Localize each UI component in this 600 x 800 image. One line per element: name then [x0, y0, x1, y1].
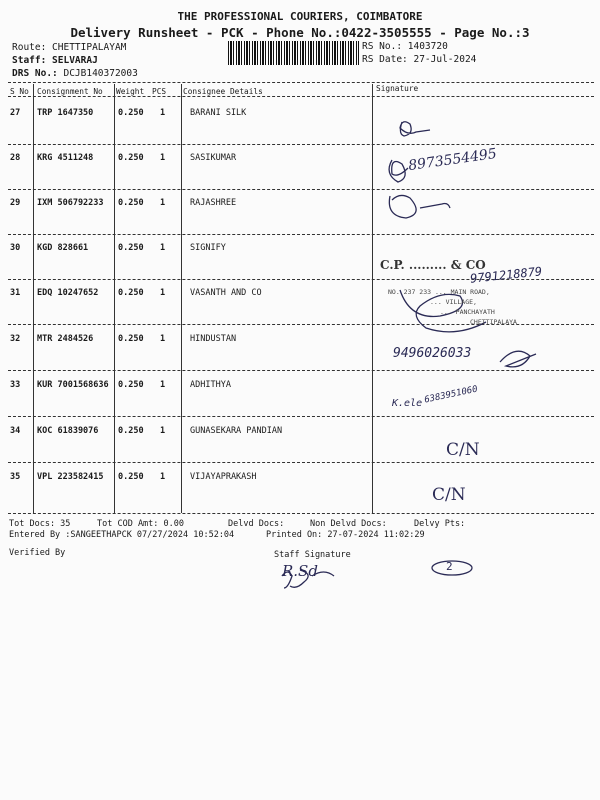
stamp-name: C.P. ......... & CO [380, 258, 486, 272]
stamp-address-2: ... VILLAGE, [430, 298, 477, 306]
signature-32 [500, 351, 536, 367]
signature-28 [389, 160, 408, 182]
cell-consignee: HINDUSTAN [190, 334, 237, 344]
rs-date: RS Date: 27-Jul-2024 [362, 54, 477, 65]
handwritten-name-33: K.ele [392, 398, 423, 409]
cell-consignment-no: KUR 7001568636 [37, 380, 109, 390]
cell-pcs: 1 [160, 380, 166, 390]
handwritten-phone-33: 6383951060 [423, 384, 479, 406]
cell-sno: 33 [10, 380, 21, 390]
cell-pcs: 1 [160, 198, 166, 208]
cell-consignment-no: KRG 4511248 [37, 153, 94, 163]
handwritten-phone-32: 9496026033 [393, 346, 472, 361]
stamp-address-4: CHETTIPALAYA [470, 318, 517, 326]
cell-sno: 34 [10, 426, 21, 436]
handwritten-cn-35: C/N [432, 485, 466, 505]
col-weight: Weight [116, 87, 145, 96]
cell-sno: 30 [10, 243, 21, 253]
cell-consignment-no: MTR 2484526 [37, 334, 94, 344]
drs-label: DRS No.: [12, 68, 64, 79]
cell-weight: 0.250 [118, 243, 144, 253]
entered-by: Entered By :SANGEETHAPCK 07/27/2024 10:52:04 [9, 530, 235, 540]
circled-number-text: 2 [446, 560, 453, 573]
runsheet-subtitle: Delivery Runsheet - PCK - Phone No.:0422-3505555 - Page No.:3 [70, 25, 530, 40]
handwritten-phone-28: 8973554495 [407, 145, 498, 175]
signature-29 [389, 195, 450, 218]
cell-consignee: SIGNIFY [190, 243, 226, 253]
col-sno: S No [10, 87, 29, 96]
printed-on: Printed On: 27-07-2024 11:02:29 [266, 530, 425, 540]
cell-pcs: 1 [160, 243, 166, 253]
col-pcs: PCS [152, 87, 167, 96]
cell-consignment-no: IXM 506792233 [37, 198, 104, 208]
cell-consignment-no: KGD 828661 [37, 243, 89, 253]
col-consignee: Consignee Details [183, 87, 263, 96]
cell-consignee: VASANTH AND CO [190, 288, 262, 298]
col-signature: Signature [376, 84, 419, 93]
cell-consignment-no: KOC 61839076 [37, 426, 99, 436]
total-docs: Tot Docs: 35 [9, 519, 71, 529]
cell-weight: 0.250 [118, 153, 144, 163]
cell-weight: 0.250 [118, 108, 144, 118]
non-delivered-docs: Non Delvd Docs: [310, 519, 387, 529]
cell-consignee: SASIKUMAR [190, 153, 237, 163]
delivered-docs: Delvd Docs: [228, 519, 285, 529]
stamp-address-1: NO. 237 233 ... MAIN ROAD, [388, 288, 490, 296]
cell-weight: 0.250 [118, 472, 144, 482]
cell-sno: 29 [10, 198, 21, 208]
cell-pcs: 1 [160, 334, 166, 344]
cell-consignee: BARANI SILK [190, 108, 247, 118]
cell-weight: 0.250 [118, 426, 144, 436]
cell-consignment-no: EDQ 10247652 [37, 288, 99, 298]
cell-sno: 28 [10, 153, 21, 163]
company-title: THE PROFESSIONAL COURIERS, COIMBATORE [177, 10, 423, 23]
cell-sno: 35 [10, 472, 21, 482]
cell-consignee: VIJAYAPRAKASH [190, 472, 257, 482]
signature-27 [400, 122, 430, 136]
stamp-phone: 9791218879 [469, 264, 543, 286]
cell-weight: 0.250 [118, 198, 144, 208]
cell-pcs: 1 [160, 108, 166, 118]
cell-weight: 0.250 [118, 380, 144, 390]
cell-pcs: 1 [160, 426, 166, 436]
cell-consignee: RAJASHREE [190, 198, 237, 208]
handwritten-cn-34: C/N [446, 440, 480, 460]
staff-signature-label: Staff Signature [274, 550, 351, 560]
col-consignment: Consignment No [37, 87, 103, 96]
staff-label: Staff: SELVARAJ [12, 55, 98, 66]
verified-by: Verified By [9, 548, 66, 558]
stamp-address-3: ... PANCHAYATH [440, 308, 495, 316]
route-label: Route: CHETTIPALAYAM [12, 42, 127, 53]
delivery-points: Delvy Pts: [414, 519, 466, 529]
cell-pcs: 1 [160, 288, 166, 298]
cell-pcs: 1 [160, 472, 166, 482]
cell-sno: 27 [10, 108, 21, 118]
cell-pcs: 1 [160, 153, 166, 163]
total-cod-amount: Tot COD Amt: 0.00 [97, 519, 184, 529]
drs-value: DCJB140372003 [63, 68, 138, 79]
rs-number: RS No.: 1403720 [362, 41, 448, 52]
cell-weight: 0.250 [118, 288, 144, 298]
cell-consignment-no: TRP 1647350 [37, 108, 94, 118]
cell-consignment-no: VPL 223582415 [37, 472, 104, 482]
cell-sno: 31 [10, 288, 21, 298]
cell-consignee: GUNASEKARA PANDIAN [190, 426, 283, 436]
cell-sno: 32 [10, 334, 21, 344]
staff-signature-handwriting: R.Sd [282, 562, 318, 580]
cell-consignee: ADHITHYA [190, 380, 231, 390]
cell-weight: 0.250 [118, 334, 144, 344]
